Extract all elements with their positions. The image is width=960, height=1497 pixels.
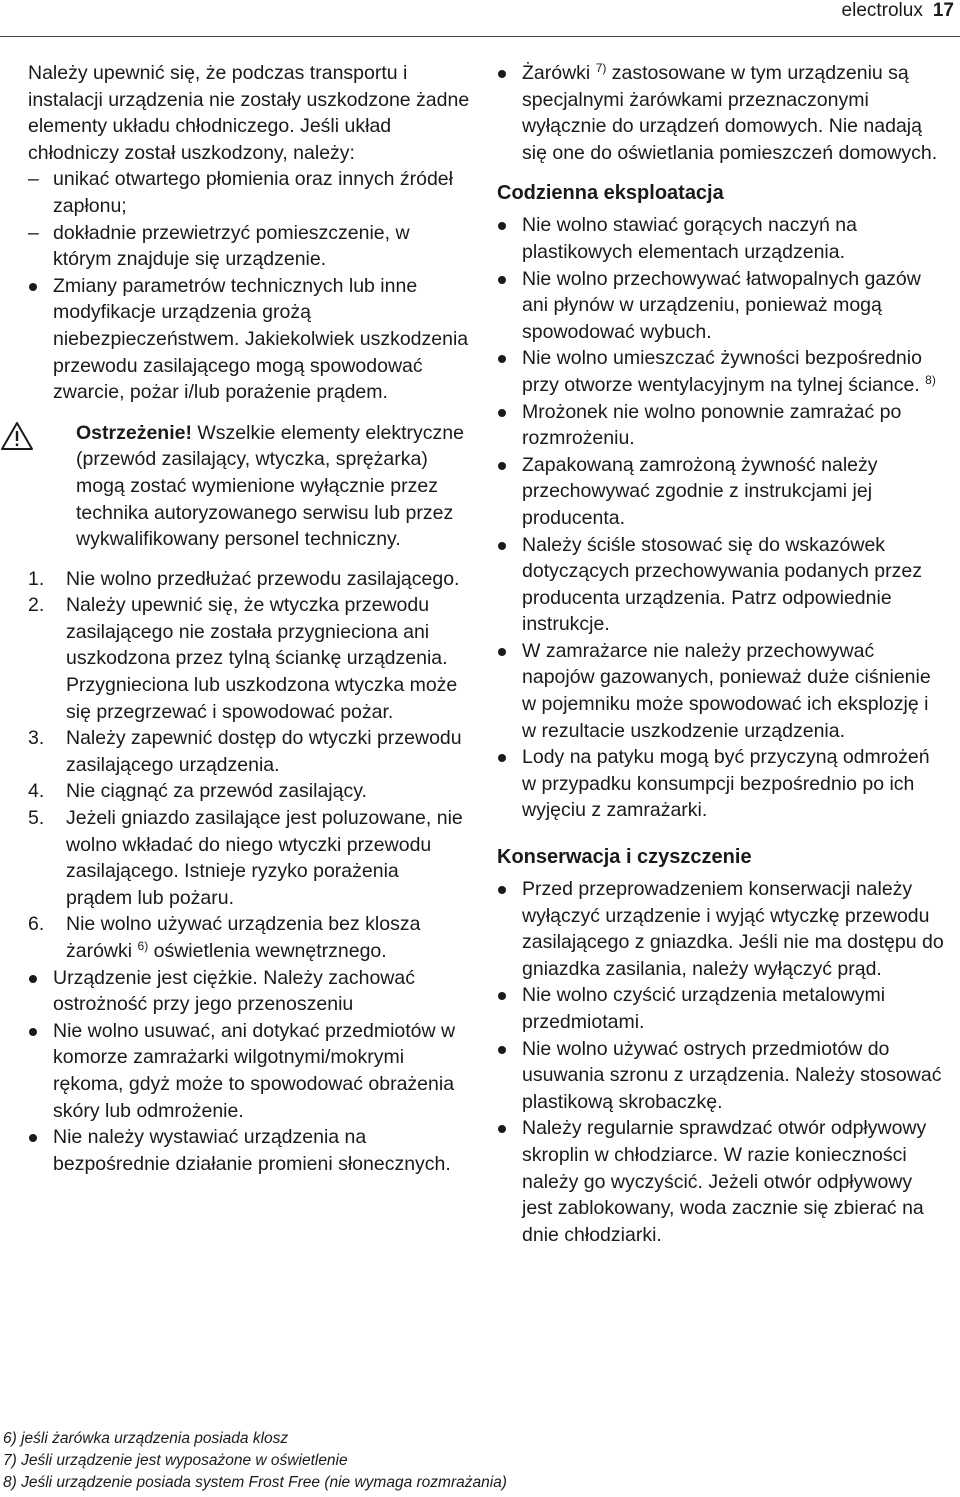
numbered-item (28, 778, 470, 805)
bulb-text-continued: zastosowane w tym urządzeniu są specjalnymi żarówkami przeznaczonymi wyłącznie do urządzeń domowych. Nie nadają się one do oświetlania pomieszczeń domowych. (522, 62, 938, 164)
footnote-ref: 8) (925, 372, 936, 387)
bullet-item: Mrożonek nie wolno ponownie zamrażać po rozmrożeniu. (497, 399, 947, 452)
maintenance-list (497, 876, 947, 1248)
page-number: 17 (932, 0, 954, 21)
item-number: 1. (28, 567, 45, 590)
bullet-item (497, 60, 947, 166)
item-text-continued: oświetlenia wewnętrznego. (153, 940, 387, 962)
bullet-item: Nie wolno czyścić urządzenia metalowymi przedmiotami. (497, 982, 947, 1035)
bullet-item: W zamrażarce nie należy przechowywać napojów gazowanych, ponieważ duże ciśnienie w pojemniku może spowodować ich eksplozję i w rezultacie uszkodzenie urządzenia. (497, 638, 947, 744)
item-text: Nie ciągnąć za przewód zasilający. (66, 780, 367, 803)
bullet-item: Nie wolno usuwać, ani dotykać przedmiotów w komorze zamrażarki wilgotnymi/mokrymi rękoma, gdyż może to spowodować obrażenia skóry lub odmrożenie. (28, 1018, 470, 1124)
bullet-item: Nie wolno stawiać gorących naczyń na plastikowych elementach urządzenia. (497, 212, 947, 265)
item-text: Należy zapewnić dostęp do wtyczki przewodu zasilającego urządzenia. (66, 727, 462, 776)
item-text: Jeżeli gniazdo zasilające jest poluzowane, nie wolno wkładać do niego wtyczki przewodu zasilającego. Istnieje ryzyko porażenia prądem lub pożaru. (66, 807, 463, 909)
item-number: 3. (28, 727, 45, 750)
page-header (842, 0, 954, 22)
bullet-item: Nie należy wystawiać urządzenia na bezpośrednie działanie promieni słonecznych. (28, 1124, 470, 1177)
footnote-ref: 7) (595, 61, 607, 75)
item-number: 2. (28, 594, 45, 617)
warning-title: Ostrzeżenie! (76, 421, 192, 444)
section-heading-maintenance: Konserwacja i czyszczenie (497, 846, 752, 869)
brand-name: electrolux (841, 0, 923, 21)
warning-triangle-icon (0, 421, 34, 451)
footnote-ref: 6) (137, 939, 149, 953)
bullet-item: Należy regularnie sprawdzać otwór odpływowy skroplin w chłodziarce. W razie konieczności należy go wyczyścić. Jeżeli otwór odpływowy jest zablokowany, woda zacznie się zbierać na dnie chłodziarki. (497, 1115, 947, 1248)
daily-use-list (497, 212, 947, 824)
bullet-text: Nie wolno umieszczać żywności bezpośrednio przy otworze wentylacyjnym na tylnej ściance. (522, 347, 922, 396)
dash-item: – unikać otwartego płomienia oraz innych źródeł zapłonu; (28, 166, 470, 219)
bullet-list (28, 965, 470, 1178)
section-heading-daily-use: Codzienna eksploatacja (497, 182, 724, 205)
warning-text: Wszelkie elementy elektryczne (przewód zasilający, wtyczka, sprężarka) mogą zostać wymienione wyłącznie przez technika autoryzowanego serwisu lub przez wykwalifikowany personel techniczny. (76, 421, 464, 551)
item-text: Nie wolno używać urządzenia bez klosza żarówki (66, 913, 421, 962)
bullet-item: Urządzenie jest ciężkie. Należy zachować ostrożność przy jego przenoszeniu (28, 965, 470, 1018)
footnote: 6) jeśli żarówka urządzenia posiada klosz (3, 1430, 289, 1447)
item-text: Nie wolno przedłużać przewodu zasilającego. (66, 567, 460, 590)
warning-block (28, 420, 470, 553)
bullet-item: Zapakowaną zamrożoną żywność należy przechowywać zgodnie z instrukcjami jej producenta. (497, 452, 947, 532)
bullet-item: Przed przeprowadzeniem konserwacji należy wyłączyć urządzenie i wyjąć wtyczkę przewodu zasilającego z gniazdka. Jeśli nie ma dostępu do gniazdka zasilania, należy wyłączyć prąd. (497, 876, 947, 982)
bullet-item: Nie wolno przechowywać łatwopalnych gazów ani płynów w urządzeniu, ponieważ mogą spowodować wybuch. (497, 266, 947, 346)
bullet-item: Zmiany parametrów technicznych lub inne modyfikacje urządzenia grożą niebezpieczeństwem. Jakiekolwiek uszkodzenia przewodu zasilającego mogą spowodować zwarcie, pożar i/lub porażenie prądem. (28, 273, 470, 406)
left-column (28, 60, 470, 1177)
right-column (497, 60, 947, 1248)
item-number: 4. (28, 780, 45, 803)
bullet-item: Lody na patyku mogą być przyczyną odmrożeń w przypadku konsumpcji bezpośrednio po ich wyjęciu z zamrażarki. (497, 744, 947, 824)
footnote: 8) Jeśli urządzenie posiada system Frost Free (nie wymaga rozmrażania) (3, 1474, 507, 1491)
item-text: Należy upewnić się, że wtyczka przewodu zasilającego nie została przygnieciona ani uszkodzona przez tylną ściankę urządzenia. Przygnieciona lub uszkodzona wtyczka może się przegrzewać i spowodować pożar. (66, 594, 458, 723)
numbered-list (28, 566, 470, 965)
numbered-item (28, 566, 470, 593)
footnote: 7) Jeśli urządzenie jest wyposażone w oświetlenie (3, 1452, 348, 1469)
intro-paragraph: Należy upewnić się, że podczas transportu i instalacji urządzenia nie zostały uszkodzone żadne elementy układu chłodniczego. Jeśli układ chłodniczy został uszkodzony, należy: (28, 62, 470, 164)
numbered-item (28, 805, 470, 911)
item-number: 5. (28, 807, 45, 830)
bulb-text: Żarówki (522, 62, 591, 84)
dash-item: – dokładnie przewietrzyć pomieszczenie, w którym znajduje się urządzenie. (28, 220, 470, 273)
item-number: 6. (28, 913, 45, 936)
bullet-list (28, 273, 470, 406)
numbered-item (28, 592, 470, 725)
dash-list (28, 166, 470, 272)
bullet-item (497, 345, 947, 398)
bullet-item: Należy ściśle stosować się do wskazówek dotyczących przechowywania podanych przez producenta urządzenia. Patrz odpowiednie instrukcje. (497, 532, 947, 638)
header-divider (0, 36, 960, 37)
bullet-item: Nie wolno używać ostrych przedmiotów do usuwania szronu z urządzenia. Należy stosować plastikową skrobaczkę. (497, 1036, 947, 1116)
numbered-item (28, 911, 470, 964)
bullet-list (497, 60, 947, 166)
numbered-item (28, 725, 470, 778)
footnotes (3, 1428, 507, 1494)
